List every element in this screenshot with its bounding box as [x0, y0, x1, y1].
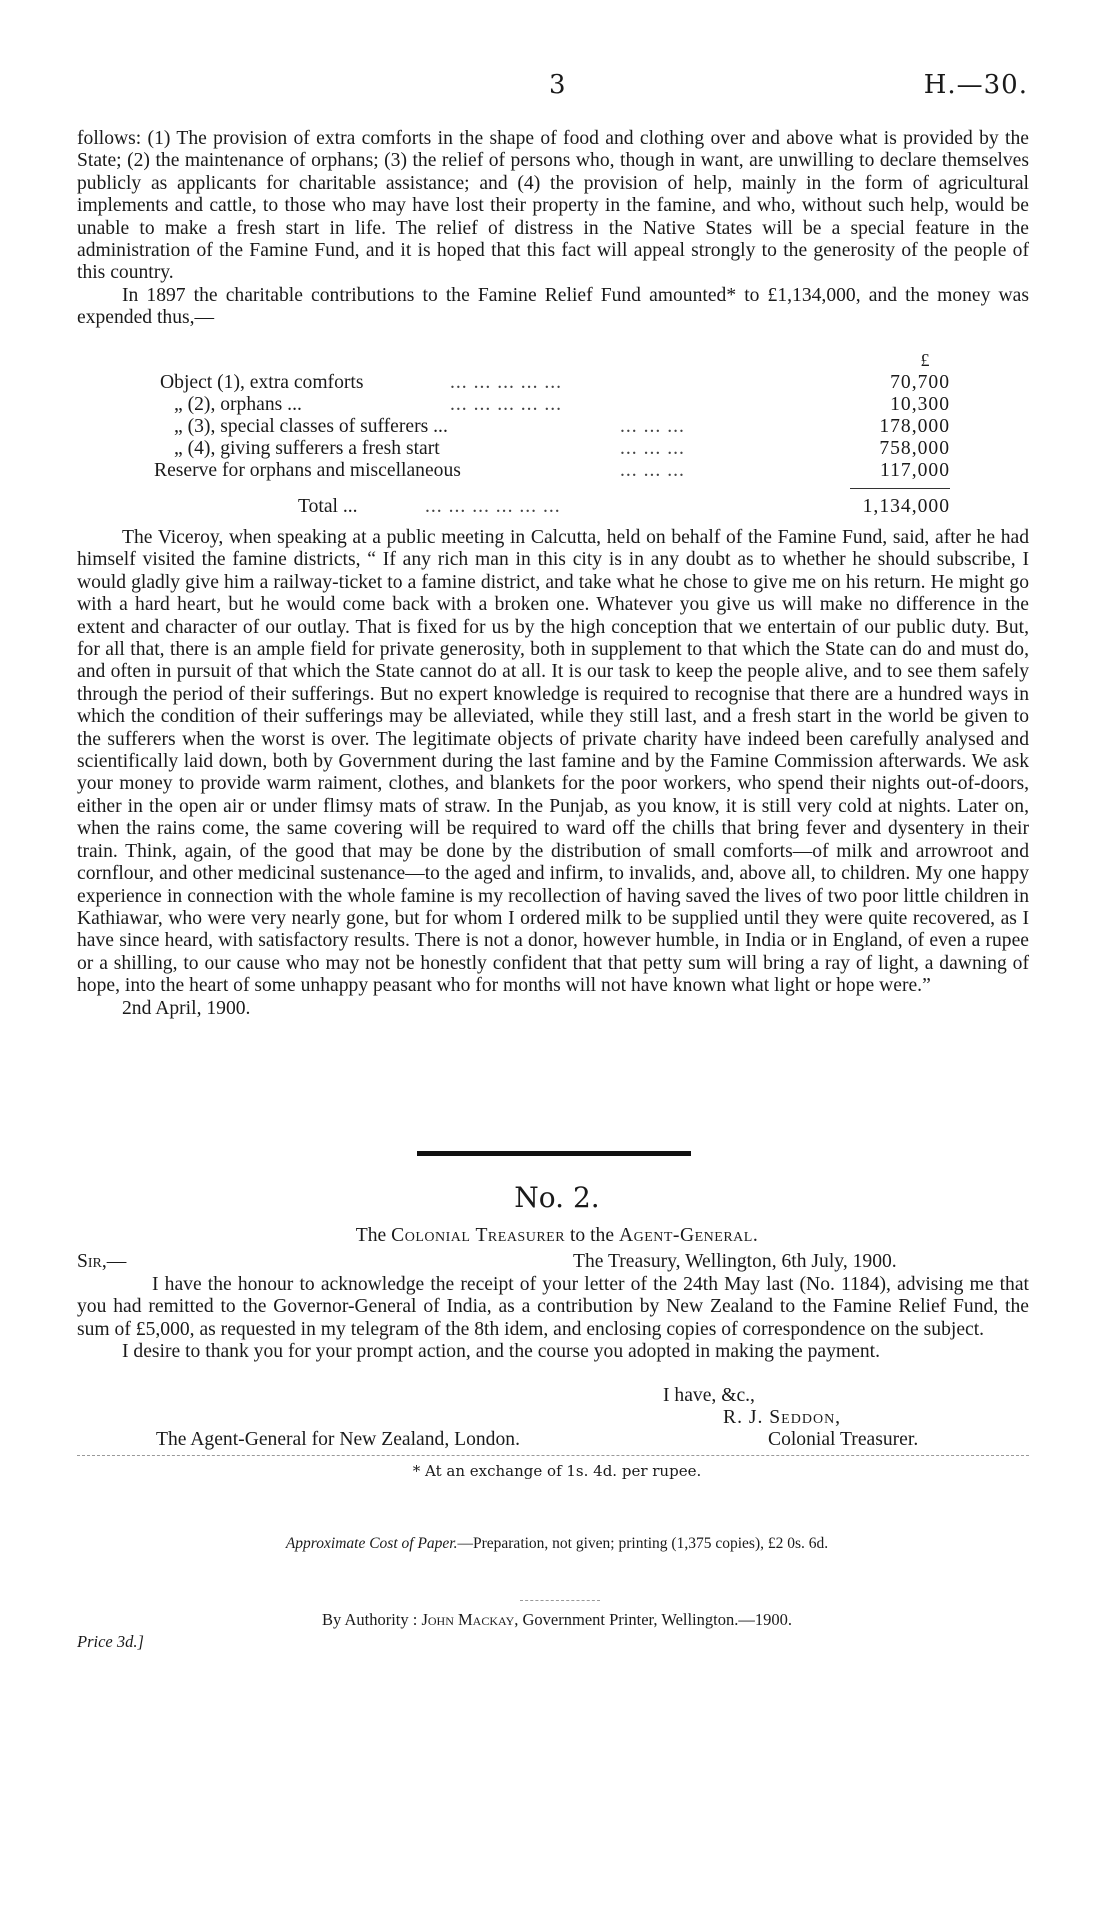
- row-leader: ... ... ...: [620, 438, 685, 459]
- total-amount: 1,134,000: [862, 496, 950, 517]
- row-amount: 758,000: [879, 438, 950, 459]
- row-label: „ (4), giving sufferers a fresh start: [174, 438, 440, 459]
- table-row: [160, 372, 950, 394]
- imprint-rule: [520, 1600, 600, 1601]
- signer-title: Colonial Treasurer.: [768, 1429, 919, 1450]
- letter-heading: [0, 1225, 1114, 1247]
- signer-name: R. J. Seddon,: [723, 1407, 842, 1428]
- price: Price 3d.]: [77, 1632, 144, 1651]
- document-reference: H.—30.: [923, 70, 1028, 100]
- total-row: [160, 496, 950, 518]
- row-amount: 178,000: [879, 416, 950, 437]
- printer-imprint: [0, 1610, 1114, 1630]
- currency-header: £: [920, 350, 930, 370]
- row-amount: 117,000: [880, 460, 950, 481]
- objects-paragraph: follows: (1) The provision of extra comforts in the shape of food and clothing over and above what is provided by the State; (2) the maintenance of orphans; (3) the relief of persons who, though in want, are unwilling to declare themselves publicly as applicants for charitable assistance; and (4) the provision of help, mainly in the form of agricultural implements and cattle, to those who may have lost their property in the famine, and who, without such help, would be unable to make a fresh start in life. The relief of distress in the Native States will be a special feature in the administration of the Famine Fund, and it is hoped that this fact will appeal strongly to the generosity of the people of this country.: [77, 128, 1029, 284]
- section-divider: [417, 1151, 691, 1156]
- printer-name: John Mackay,: [421, 1610, 519, 1629]
- footnote: * At an exchange of 1s. 4d. per rupee.: [412, 1462, 702, 1480]
- imprint-pre: By Authority :: [322, 1610, 418, 1629]
- table-row: [160, 416, 950, 438]
- table-row: [160, 394, 950, 416]
- heading-pre: The: [355, 1225, 387, 1246]
- addressee: The Agent-General for New Zealand, London.: [156, 1429, 520, 1450]
- letter-number: No. 2.: [514, 1181, 600, 1214]
- footnote-rule: [77, 1455, 1029, 1456]
- letter-body: [77, 1274, 1029, 1364]
- total-leader: ... ... ... ... ... ...: [425, 496, 561, 517]
- row-amount: 70,700: [890, 372, 950, 393]
- row-label: „ (2), orphans ...: [174, 394, 302, 415]
- row-leader: ... ... ... ... ...: [450, 372, 563, 393]
- table-row: [154, 460, 950, 482]
- row-label: Reserve for orphans and miscellaneous: [154, 460, 461, 481]
- letter-paragraph: I desire to thank you for your prompt action, and the course you adopted in making the payment.: [122, 1341, 880, 1363]
- row-label: Object (1), extra comforts: [160, 372, 364, 393]
- heading-mid: to the: [569, 1225, 615, 1246]
- viceroy-section: [77, 527, 1029, 1020]
- page-header: [0, 70, 1114, 110]
- heading-recipient: Agent-General.: [618, 1225, 759, 1246]
- imprint-post: Government Printer, Wellington.—1900.: [522, 1610, 792, 1629]
- page-number: 3: [549, 70, 566, 100]
- total-rule: [850, 488, 950, 489]
- intro-section: [77, 128, 1029, 330]
- table-row: [160, 438, 950, 460]
- salutation: Sir,—: [77, 1251, 127, 1272]
- row-label: „ (3), special classes of sufferers ...: [174, 416, 448, 437]
- letter-date: 2nd April, 1900.: [122, 997, 251, 1019]
- heading-sender: Colonial Treasurer: [391, 1225, 566, 1246]
- contributions-paragraph: In 1897 the charitable contributions to the Famine Relief Fund amounted* to £1,134,000, and the money was expended thus,—: [77, 284, 1029, 329]
- place-date: The Treasury, Wellington, 6th July, 1900.: [573, 1251, 897, 1272]
- total-label: Total ...: [298, 496, 358, 517]
- cost-label: Approximate Cost of Paper.: [285, 1535, 458, 1552]
- row-leader: ... ... ...: [620, 416, 685, 437]
- viceroy-paragraph: The Viceroy, when speaking at a public meeting in Calcutta, held on behalf of the Famine Fund, said, after he had himself visited the famine districts, “ If any rich man in this city is in any doubt as to whether he should subscribe, I would gladly give him a railway-ticket to a famine district, and take what he chose to give me on his return. He might go with a hard heart, but he would come back with a broken one. Whatever you give us will make no difference in the extent and character of our outlay. That is fixed for us by the high conception that we entertain of our public duty. But, for all that, there is an ample field for private generosity, both in supplement to that which the State can do and must do, and often in pursuit of that which the State cannot do at all. It is our task to keep the people alive, and to see them safely through the period of their sufferings. But no expert knowledge is required to recognise that there are a hundred ways in which the condition of their sufferings may be alleviated, while they still last, and a fresh start in the world be given to the sufferers when the worst is over. The legitimate objects of private charity have indeed been carefully analysed and scientifically laid down, both by Government during the last famine and by the Famine Commission afterwards. We ask your money to provide warm raiment, clothes, and blankets for the poor workers, who spend their nights out-of-doors, either in the open air or under flimsy mats of straw. In the Punjab, as you know, it is still very cold at nights. Later on, when the rains come, the same covering will be required to ward off the chills that bring fever and dysentery in their train. Think, again, of the good that may be done by the distribution of small comforts—of milk and arrowroot and cornflour, and other medicinal sustenance—to the aged and infirm, to invalids, and, above all, to children. My one happy experience in connection with the whole famine is my recollection of having saved the lives of two poor little children in Kathiawar, who were very nearly gone, but for whom I ordered milk to be supplied until they were quite recovered, as I have since heard, with satisfactory results. There is not a donor, however humble, in India or in England, of even a rupee or a shilling, to our cause who may not be honestly confident that that petty sum will bring a ray of light, a dawning of hope, into the heart of some unhappy peasant who for months will not have known what light or hope were.”: [77, 527, 1029, 997]
- closing: I have, &c.,: [663, 1385, 755, 1406]
- letter-paragraph: I have the honour to acknowledge the receipt of your letter of the 24th May last (No. 1184), advising me that you had remitted to the Governor-General of India, as a contribution by New Zealand to the Famine Relief Fund, the sum of £5,000, as requested in my telegram of the 8th idem, and enclosing copies of correspondence on the subject.: [77, 1274, 1029, 1340]
- row-leader: ... ... ... ... ...: [450, 394, 563, 415]
- cost-text: —Preparation, not given; printing (1,375 copies), £2 0s. 6d.: [457, 1535, 829, 1552]
- cost-of-paper: [0, 1535, 1114, 1553]
- row-leader: ... ... ...: [620, 460, 685, 481]
- row-amount: 10,300: [890, 394, 950, 415]
